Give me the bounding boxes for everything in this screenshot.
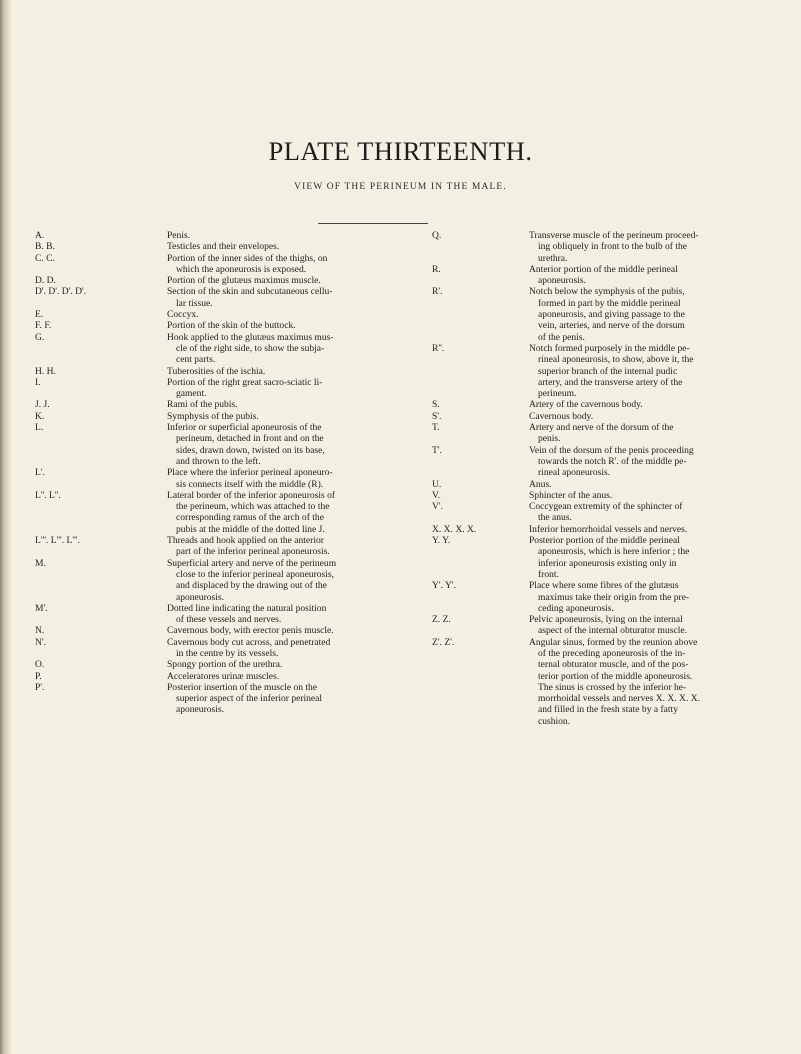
description-line: Dotted line indicating the natural position — [167, 602, 327, 614]
legend-key: M. — [35, 557, 46, 569]
legend-description — [167, 309, 368, 320]
legend-key: S. — [432, 399, 440, 411]
legend-key: P'. — [35, 681, 45, 693]
legend-description — [529, 501, 772, 524]
legend-description — [529, 422, 772, 445]
legend-key: A. — [35, 230, 45, 241]
legend-entry — [35, 637, 368, 660]
description-line: Notch formed purposely in the middle pe- — [529, 342, 690, 354]
legend-description — [529, 479, 772, 490]
description-line: morrhoidal vessels and nerves X. X. X. X. — [538, 693, 700, 705]
legend-key: L. — [35, 422, 44, 434]
description-line: pubis at the middle of the dotted line J. — [176, 523, 325, 535]
description-line: Place where the inferior perineal aponeuro- — [167, 467, 333, 479]
legend-description — [529, 490, 772, 501]
description-line: aponeurosis, and giving passage to the — [538, 309, 685, 321]
legend-description — [529, 343, 772, 399]
legend-entry — [432, 501, 772, 524]
description-line: Symphysis of the pubis. — [167, 410, 259, 422]
legend-key: Z'. Z'. — [432, 636, 455, 648]
legend-description — [529, 286, 772, 342]
legend-key: L'. — [35, 467, 45, 479]
description-line: close to the inferior perineal aponeurosis, — [176, 568, 334, 580]
description-line: the anus. — [538, 512, 572, 524]
description-line: penis. — [538, 433, 561, 445]
legend-column-left — [35, 230, 368, 716]
legend-entry — [35, 558, 368, 603]
description-line: Anterior portion of the middle perineal — [529, 263, 678, 275]
description-line: Superficial artery and nerve of the perineum — [167, 557, 337, 569]
legend-entry — [432, 614, 772, 637]
legend-description — [167, 682, 368, 716]
legend-entry — [432, 230, 772, 264]
description-line: corresponding ramus of the arch of the — [176, 512, 324, 524]
legend-key: T. — [432, 422, 440, 434]
legend-description — [167, 332, 368, 366]
legend-entry — [35, 682, 368, 716]
description-line: Angular sinus, formed by the reunion above — [529, 636, 698, 648]
description-line: sides, drawn down, twisted on its base, — [176, 444, 325, 456]
legend-description — [167, 230, 368, 241]
legend-entry — [35, 659, 368, 670]
legend-description — [529, 230, 772, 264]
description-line: part of the inferior perineal aponeurosis. — [176, 546, 330, 558]
legend-description — [167, 320, 368, 331]
description-line: Portion of the inner sides of the thighs, on — [167, 252, 328, 264]
legend-key: F. F. — [35, 320, 52, 332]
description-line: Inferior hemorrhoidal vessels and nerves. — [529, 523, 688, 535]
legend-entry — [35, 332, 368, 366]
description-line: aponeurosis. — [176, 591, 224, 603]
legend-description — [167, 671, 368, 682]
legend-key: Y. Y. — [432, 535, 451, 547]
legend-key: C. C. — [35, 252, 55, 264]
description-line: Notch below the symphysis of the pubis, — [529, 286, 685, 298]
legend-entry — [35, 309, 368, 320]
legend-description — [167, 286, 368, 309]
legend-key: X. X. X. X. — [432, 523, 477, 535]
description-line: aponeurosis. — [176, 704, 224, 716]
legend-key: T'. — [432, 444, 442, 456]
description-line: Transverse muscle of the perineum proceed- — [529, 230, 699, 241]
description-line: The sinus is crossed by the inferior he- — [538, 681, 687, 693]
legend-description — [529, 580, 772, 614]
plate-subtitle: VIEW OF THE PERINEUM IN THE MALE. — [294, 182, 507, 192]
legend-entry — [35, 535, 368, 558]
description-line: Artery of the cavernous body. — [529, 399, 643, 411]
legend-entry — [35, 422, 368, 467]
description-line: aspect of the internal obturator muscle. — [538, 625, 687, 637]
description-line: ing obliquely in front to the bulb of the — [538, 241, 688, 253]
description-line: aponeurosis, which is here inferior ; the — [538, 546, 690, 558]
description-line: Spongy portion of the urethra. — [167, 659, 283, 671]
legend-key: V. — [432, 489, 441, 501]
description-line: Cavernous body cut across, and penetrated — [167, 636, 331, 648]
legend-key: U. — [432, 478, 442, 490]
description-line: Acceleratores urinæ muscles. — [167, 670, 280, 682]
description-line: the perineum, which was attached to the — [176, 501, 330, 513]
legend-description — [529, 524, 772, 535]
description-line: perineum, detached in front and on the — [176, 433, 324, 445]
description-line: towards the notch R'. of the middle pe- — [538, 455, 687, 467]
legend-description — [167, 467, 368, 490]
description-line: maximus take their origin from the pre- — [538, 591, 690, 603]
description-line: superior branch of the internal pudic — [538, 365, 678, 377]
legend-key: E. — [35, 309, 44, 321]
legend-entry — [432, 286, 772, 342]
legend-description — [167, 625, 368, 636]
description-line: urethra. — [538, 252, 568, 264]
description-line: artery, and the transverse artery of the — [538, 376, 683, 388]
legend-entry — [35, 603, 368, 626]
legend-description — [167, 603, 368, 626]
legend-description — [167, 411, 368, 422]
legend-key: N. — [35, 625, 45, 637]
description-line: Section of the skin and subcutaneous cellu- — [167, 286, 333, 298]
legend-key: L'''. L'''. L'''. — [35, 535, 80, 547]
description-line: Testicles and their envelopes. — [167, 241, 280, 253]
description-line: aponeurosis. — [538, 275, 586, 287]
legend-key: I. — [35, 376, 41, 388]
description-line: Portion of the glutæus maximus muscle. — [167, 275, 321, 287]
legend-entry — [432, 264, 772, 287]
legend-entry — [432, 422, 772, 445]
description-line: rineal aponeurosis, to show, above it, the — [538, 354, 694, 366]
description-line: terior portion of the middle aponeurosis. — [538, 670, 693, 682]
description-line: Penis. — [167, 230, 191, 241]
description-line: Portion of the skin of the buttock. — [167, 320, 296, 332]
legend-description — [529, 445, 772, 479]
description-line: Inferior or superficial aponeurosis of the — [167, 422, 322, 434]
legend-description — [167, 253, 368, 276]
legend-description — [529, 614, 772, 637]
legend-column-right — [432, 230, 772, 727]
description-line: of the penis. — [538, 331, 585, 343]
legend-entry — [35, 490, 368, 535]
description-line: Threads and hook applied on the anterior — [167, 535, 324, 547]
legend-key: J. J. — [35, 399, 50, 411]
legend-description — [167, 377, 368, 400]
legend-entry — [35, 625, 368, 636]
legend-description — [529, 637, 772, 727]
legend-key: D'. D'. D'. D'. — [35, 286, 87, 298]
legend-key: R. — [432, 263, 441, 275]
legend-entry — [432, 411, 772, 422]
legend-entry — [35, 275, 368, 286]
description-line: lar tissue. — [176, 297, 213, 309]
legend-entry — [35, 320, 368, 331]
description-line: of these vessels and nerves. — [176, 614, 282, 626]
legend-description — [529, 411, 772, 422]
legend-description — [529, 399, 772, 410]
description-line: in the centre by its vessels. — [176, 647, 279, 659]
description-line: gament. — [176, 388, 207, 400]
description-line: Cavernous body, with erector penis muscle. — [167, 625, 334, 637]
legend-key: Y'. Y'. — [432, 580, 457, 592]
legend-key: R'. — [432, 286, 443, 298]
legend-entry — [432, 524, 772, 535]
description-line: Coccygean extremity of the sphincter of — [529, 501, 683, 513]
description-line: Coccyx. — [167, 309, 199, 321]
legend-entry — [35, 399, 368, 410]
description-line: Cavernous body. — [529, 410, 594, 422]
description-line: Tuberosities of the ischia. — [167, 365, 266, 377]
legend-key: Q. — [432, 230, 442, 241]
legend-entry — [432, 399, 772, 410]
legend-key: L''. L''. — [35, 489, 61, 501]
legend-key: Z. Z. — [432, 614, 451, 626]
legend-entry — [35, 253, 368, 276]
legend-key: R''. — [432, 342, 445, 354]
description-line: Place where some fibres of the glutæus — [529, 580, 679, 592]
description-line: Sphincter of the anus. — [529, 489, 613, 501]
legend-entry — [35, 366, 368, 377]
legend-entry — [432, 490, 772, 501]
description-line: cent parts. — [176, 354, 216, 366]
description-line: superior aspect of the inferior perineal — [176, 693, 323, 705]
legend-entry — [432, 580, 772, 614]
legend-description — [167, 241, 368, 252]
legend-description — [167, 366, 368, 377]
description-line: vein, arteries, and nerve of the dorsum — [538, 320, 685, 332]
legend-entry — [432, 535, 772, 580]
description-line: perineum. — [538, 388, 577, 400]
description-line: which the aponeurosis is exposed. — [176, 263, 307, 275]
legend-description — [167, 490, 368, 535]
legend-key: P. — [35, 670, 42, 682]
legend-entry — [432, 479, 772, 490]
legend-key: K. — [35, 410, 45, 422]
legend-entry — [432, 637, 772, 727]
legend-description — [529, 535, 772, 580]
legend-description — [167, 659, 368, 670]
legend-entry — [35, 230, 368, 241]
description-line: rineal aponeurosis. — [538, 467, 611, 479]
title-divider — [318, 223, 428, 224]
legend-description — [167, 637, 368, 660]
legend-description — [167, 558, 368, 603]
legend-key: G. — [35, 331, 45, 343]
description-line: Lateral border of the inferior aponeurosis of — [167, 489, 336, 501]
legend-key: M'. — [35, 602, 48, 614]
description-line: formed in part by the middle perineal — [538, 297, 681, 309]
legend-description — [167, 422, 368, 467]
legend-description — [167, 275, 368, 286]
description-line: Vein of the dorsum of the penis proceeding — [529, 444, 694, 456]
legend-key: S'. — [432, 410, 442, 422]
description-line: ceding aponeurosis. — [538, 602, 614, 614]
legend-key: D. D. — [35, 275, 56, 287]
description-line: inferior aponeurosis existing only in — [538, 557, 677, 569]
description-line: cle of the right side, to show the subja- — [176, 342, 325, 354]
description-line: Portion of the right great sacro-sciatic li- — [167, 376, 323, 388]
legend-entry — [35, 467, 368, 490]
legend-entry — [35, 286, 368, 309]
legend-entry — [432, 343, 772, 399]
legend-description — [167, 399, 368, 410]
legend-key: B. B. — [35, 241, 55, 253]
legend-key: O. — [35, 659, 45, 671]
description-line: Anus. — [529, 478, 552, 490]
plate-title: PLATE THIRTEENTH. — [268, 136, 533, 166]
description-line: of the preceding aponeurosis of the in- — [538, 647, 686, 659]
legend-description — [167, 535, 368, 558]
legend-entry — [35, 377, 368, 400]
description-line: and displaced by the drawing out of the — [176, 580, 327, 592]
legend-description — [529, 264, 772, 287]
legend-entry — [35, 411, 368, 422]
description-line: Hook applied to the glutæus maximus mus- — [167, 331, 334, 343]
legend-key: H. H. — [35, 365, 56, 377]
description-line: and filled in the fresh state by a fatty — [538, 704, 678, 716]
description-line: ternal obturator muscle, and of the pos- — [538, 659, 689, 671]
description-line: Pelvic aponeurosis, lying on the internal — [529, 614, 683, 626]
description-line: front. — [538, 568, 559, 580]
description-line: Artery and nerve of the dorsum of the — [529, 422, 674, 434]
description-line: Posterior insertion of the muscle on the — [167, 681, 318, 693]
legend-key: V'. — [432, 501, 444, 513]
description-line: and thrown to the left. — [176, 455, 261, 467]
legend-key: N'. — [35, 636, 47, 648]
legend-entry — [35, 671, 368, 682]
legend-entry — [432, 445, 772, 479]
description-line: Rami of the pubis. — [167, 399, 238, 411]
description-line: cushion. — [538, 715, 571, 727]
description-line: Posterior portion of the middle perineal — [529, 535, 680, 547]
legend-entry — [35, 241, 368, 252]
description-line: sis connects itself with the middle (R). — [176, 478, 324, 490]
